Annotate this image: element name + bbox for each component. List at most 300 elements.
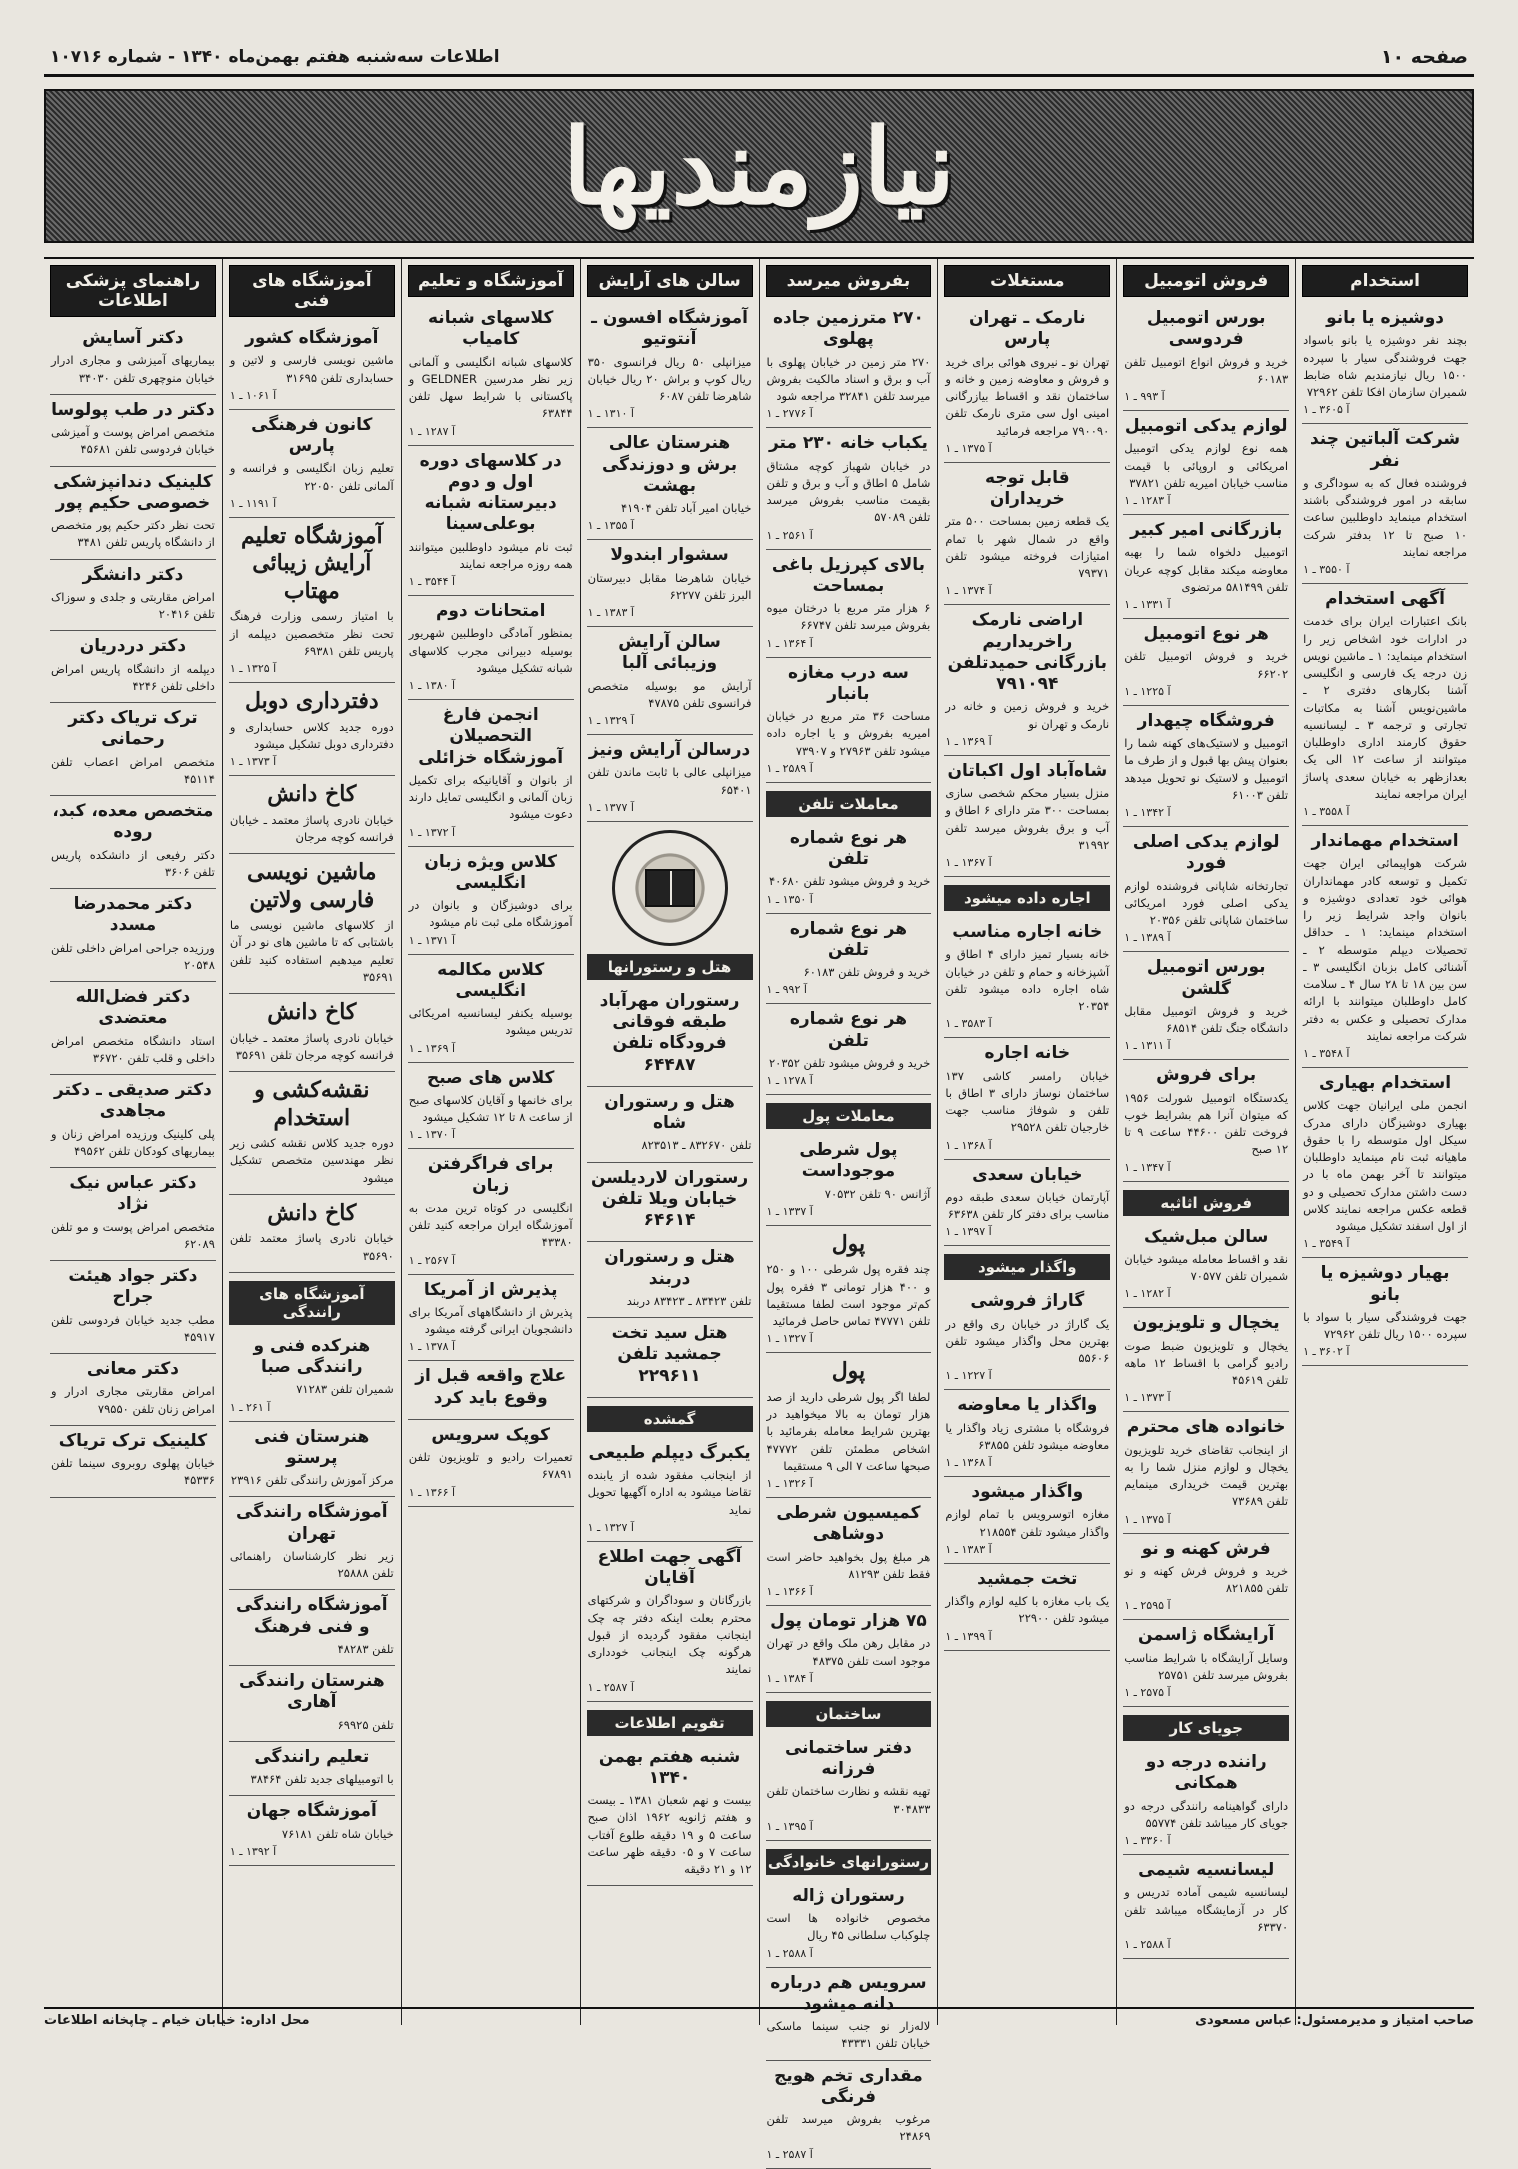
ad-code: آ ۱۳۱۰ ـ ۱ (587, 407, 634, 421)
ad-body: در خیابان شهباز کوچه مشتاق شامل ۵ اطاق و آب و برق و تلفن بقیمت مناسب بفروش میرسد تلفن ۵۷۰۸۹ (766, 458, 931, 525)
ad-code: آ ۹۹۳ ـ ۱ (1124, 390, 1165, 403)
footer-address: محل اداره: خیابان خیام ـ چاپخانه اطلاعات (44, 2013, 310, 2028)
ad-body: ثبت نام میشود داوطلبین میتوانند همه روزه مراجعه نمایند (408, 539, 573, 571)
ad-body: متخصص امراض اعصاب تلفن ۴۵۱۱۴ (51, 754, 215, 786)
classified-ad (1123, 619, 1289, 706)
ad-title: دکتر معانی (86, 1359, 179, 1379)
classified-ad (50, 323, 216, 395)
classified-ad (944, 1286, 1110, 1390)
ad-body: دکتر رفیعی از دانشکده پاریس تلفن ۳۶۰۶ (51, 847, 215, 879)
classified-ad (229, 410, 395, 518)
ad-title: یکباب خانه ۲۳۰ متر (768, 433, 928, 454)
column-header: راهنمای پزشکی اطلاعات (50, 265, 216, 317)
classified-ad (1123, 1412, 1289, 1533)
classified-ad (1302, 1258, 1468, 1366)
ad-title: کلاسهای شبانه کامیاب (428, 308, 554, 350)
classified-ad (50, 1354, 216, 1426)
ad-code: آ ۱۳۸۳ ـ ۱ (945, 1542, 992, 1556)
ad-body: تهیه نقشه و نظارت ساختمان تلفن ۳۰۴۸۳۳ (766, 1784, 931, 1816)
ad-body: خیابان رامسر کاشی ۱۳۷ ساختمان نوساز دارای ۳ اطاق با تلفن و شوفاژ مناسب جهت خارجیان تلفن ۲۹۵۲۸ (945, 1068, 1110, 1135)
ad-title: سشوار ابندولا (610, 545, 729, 566)
ad-title: استخدام بهیاری (1319, 1073, 1452, 1093)
ad-body: خیابان نادری پاساژ معتمد ـ خیابان فرانسه کوچه مرجان تلفن ۳۵۶۹۱ (229, 1030, 394, 1062)
ad-body: بمنظور آمادگی داوطلبین شهریور بوسیله دبیرانی مجرب کلاسهای شبانه تشکیل میشود (408, 626, 573, 675)
ad-title: پول شرطی موجوداست (799, 1140, 898, 1182)
ad-body: مخصوص خانواده ها است چلوکباب سلطانی ۴۵ ریال (766, 1911, 931, 1943)
classified-ad (229, 1742, 395, 1797)
classified-ad (408, 1063, 574, 1150)
footer-publisher: صاحب امتیاز و مدیرمسئول: عباس مسعودی (1195, 2013, 1474, 2028)
ad-body: جهت فروشندگی سیار با سواد با سپرده ۱۵۰۰ ریال تلفن ۷۲۹۶۲ (1303, 1309, 1467, 1341)
classified-ad (229, 1497, 395, 1590)
ad-code: آ ۲۵۸۹ ـ ۱ (766, 761, 813, 775)
classified-ad (1302, 826, 1468, 1068)
ad-body: مرکز آموزش رانندگی تلفن ۲۳۹۱۶ (230, 1473, 394, 1487)
classified-ad (408, 1361, 574, 1420)
ad-title: مقداری تخم هویج فرنگی (774, 2065, 923, 2107)
classified-ad (766, 1353, 932, 1498)
ad-title: برای فروش (1156, 1065, 1257, 1086)
ad-body: تعلیم زبان انگلیسی و فرانسه و آلمانی تلفن ۲۲۰۵۰ (229, 461, 394, 493)
ad-title: امتحانات دوم (435, 601, 546, 621)
classified-ad (229, 323, 395, 410)
classified-ad (50, 703, 216, 796)
ad-title: ۲۷۰ مترزمین جاده پهلوی (772, 308, 924, 350)
ad-code: آ ۱۳۲۷ ـ ۱ (766, 1332, 813, 1346)
ad-title: تعلیم رانندگی (254, 1746, 370, 1767)
ad-body: پذیرش از دانشگاههای آمریکا برای دانشجویان ایرانی گرفته میشود (408, 1304, 573, 1336)
classified-ad (944, 463, 1110, 606)
ad-code: آ ۱۳۷۱ ـ ۱ (408, 933, 456, 947)
ad-body: از کلاسهای ماشین نویسی ما باشتابی که تا ماشین های نو در آن تعلیم میدهیم استفاده کنید تلفن ۳۵۶۹۱ (229, 918, 394, 984)
ad-title: نارمک ـ تهران پارس (968, 308, 1086, 350)
ad-title: لوازم یدکی اصلی فورد (1132, 832, 1280, 874)
ad-body: خیابان نادری پاساژ معتمد ـ خیابان فرانسه کوچه مرجان (229, 812, 394, 844)
ad-title: بورس اتومبیل فردوسی (1146, 308, 1266, 350)
ad-body: امراض مقاربتی و جلدی و سوزاک تلفن ۲۰۴۱۶ (51, 589, 215, 621)
ad-body: مساحت ۳۶ متر مربع در خیابان امیریه بفروش و یا اجاره داده میشود تلفن ۲۷۹۶۳ و ۷۳۹۰۷ (766, 709, 931, 758)
classified-ad (408, 446, 574, 597)
ad-code: آ ۱۳۲۶ ـ ۱ (766, 1477, 813, 1490)
ad-body: آپارتمان خیابان سعدی طبقه دوم مناسب برای دفتر کار تلفن ۶۳۶۳۸ (945, 1189, 1110, 1221)
ad-title: هنرستان رانندگی آهاری (239, 1671, 385, 1713)
ad-body: بانک اعتبارات ایران برای خدمت در ادارات خود اشخاص زیر را استخدام مینماید: ۱ ـ ماشین نویس زن درجه یک فارسی و انگلیسی آشنا بکارهای دفتری ۲ ـ ماشین‌نویس آشنا به مکاتبات تجارتی و ترجمه ۳ ـ لیسانسیه حقوق کارمند اداری داوطلبان میتوانند از ساعت ۱۲ الی یک بعدازظهر به خیابان سعدی پاساژ ایران مراجعه نمایند (1303, 614, 1468, 801)
ad-body: انجمن ملی ایرانیان جهت کلاس بهیاری دوشیزگان دارای مدرک سیکل اول متوسطه را با حقوق ماهیانه ثبت نام مینماید داوطلبان میتوانند تا آخر بهمن ماه با در دست داشتن مدارک تحصیلی و دو قطعه عکس مراجعه نمایند کلاس از اول اسفند تشکیل میشود (1303, 1098, 1467, 1233)
ad-column (580, 259, 759, 2025)
ad-title: دکتر جواد هیئت جراح (68, 1266, 198, 1308)
ad-title: شاه‌آباد اول اکباتان (947, 760, 1108, 781)
classified-ad (229, 1796, 395, 1866)
ad-title: کلاس مکالمه انگلیسی (437, 959, 545, 1001)
ad-title: آموزشگاه جهان (246, 1801, 377, 1822)
ad-title: آموزشگاه کشور (245, 328, 379, 348)
ad-body: برای دوشیزگان و بانوان در آموزشگاه ملی ثبت نام میشود (408, 898, 573, 930)
ad-title: کوپک سرویس (431, 1424, 550, 1445)
section-header: واگذار میشود (944, 1254, 1110, 1280)
page-number: صفحه ۱۰ (1380, 46, 1468, 68)
section-header: اجاره داده میشود (944, 885, 1110, 911)
classified-ad (587, 1163, 753, 1243)
ad-body: یک قطعه زمین بمساحت ۵۰۰ متر واقع در شمال شهر با تمام امتیازات فروخته میشود تلفن ۷۹۳۷۱ (945, 514, 1110, 580)
top-line (44, 40, 1474, 77)
ad-title: دکتر عباس نیک نژاد (69, 1173, 197, 1215)
ad-body: خرید و فروش انواع اتومبیل تلفن ۶۰۱۸۳ (1124, 354, 1289, 386)
ad-body: چند فقره پول شرطی ۱۰۰ و ۲۵۰ و ۴۰۰ هزار تومانی ۳ فقره پول کم‌تر موجود است لطفا مستقیما تلفن ۴۷۷۷۱ تماس حاصل فرمائید (766, 1262, 931, 1328)
ad-body: منزل بسیار محکم شخصی سازی بمساحت ۳۰۰ متر دارای ۶ اطاق و آب و برق بفروش میرسد تلفن ۳۱۹۹۲ (945, 786, 1110, 852)
publisher-emblem (612, 830, 728, 946)
ad-code: آ ۱۳۶۶ ـ ۱ (766, 1585, 813, 1598)
ad-code: آ ۱۲۷۸ ـ ۱ (766, 1074, 813, 1087)
ad-code: آ ۲۵۶۷ ـ ۱ (408, 1253, 456, 1267)
ad-code: آ ۲۵۸۸ ـ ۱ (766, 1946, 813, 1960)
ad-body: شرکت هواپیمائی ایران جهت تکمیل و توسعه کادر مهمانداران هوائی خود تعدادی دوشیزه و بانوان واجد شرایط زیر را استخدام مینماید: ۱ ـ حداقل تحصیلات دیپلم متوسطه ۲ ـ آشنائی کامل بزبان انگلیسی ۳ ـ سن بین ۱۸ تا ۲۸ سال ۴ ـ سلامت کامل داوطلبان میتوانند با ارائه مدارک تحصیلی و عکس به دفتر شرکت مراجعه نمایند (1303, 856, 1467, 1043)
column-header: آموزشگاه های فنی (229, 265, 395, 317)
classified-ad (50, 467, 216, 560)
ad-title: کلینیک دندانپزشکی خصوصی حکیم پور (53, 471, 213, 513)
ad-code: آ ۱۳۲۵ ـ ۱ (229, 662, 277, 675)
classified-ad (50, 796, 216, 889)
ad-body: بوسیله یکنفر لیسانسیه امریکائی تدریس میشود (408, 1006, 573, 1038)
ad-title: کلاس ویژه زبان انگلیسی (424, 851, 558, 893)
ad-title: پذیرش از آمریکا (423, 1279, 558, 1300)
section-header: گمشده (587, 1406, 753, 1432)
classified-ad (229, 776, 395, 854)
ad-body: اتومبیل دلخواه شما را بهبه معاوضه میکند مقابل کوچه عریان تلفن ۵۸۱۴۹۹ مرتضوی (1124, 545, 1289, 594)
ad-code: آ ۱۳۴۲ ـ ۱ (1124, 806, 1171, 819)
ad-body: خیابان نادری پاساژ معتمد تلفن ۳۵۶۹۰ (229, 1231, 394, 1263)
ad-code: آ ۱۳۶۹ ـ ۱ (408, 1041, 456, 1055)
ad-code: آ ۱۳۳۷ ـ ۱ (766, 1204, 813, 1218)
ad-code: آ ۹۹۲ ـ ۱ (766, 983, 807, 997)
ad-body: آرایش مو بوسیله متخصص فرانسوی تلفن ۴۷۸۷۵ (587, 678, 752, 710)
ad-title: تخت جمشید (977, 1568, 1078, 1589)
ad-code: آ ۱۳۴۷ ـ ۱ (1124, 1160, 1171, 1174)
ad-body: ورزیده جراحی امراض داخلی تلفن ۲۰۵۴۸ (51, 940, 215, 972)
classified-ad (766, 914, 932, 1005)
classified-ad (229, 683, 395, 776)
ad-columns (44, 257, 1474, 2161)
ad-title: هتل سید تخت جمشید تلفن ۲۲۹۶۱۱ (611, 1323, 728, 1386)
ad-title: لیسانسیه شیمی (1138, 1860, 1275, 1880)
page-footer (44, 2007, 1474, 2028)
ad-title: خانواده های محترم (1126, 1417, 1286, 1438)
ad-code: آ ۱۳۷۷ ـ ۱ (587, 800, 634, 814)
ad-body: تلفن ۸۳۲۶۷۰ ـ ۸۲۳۵۱۳ (641, 1138, 752, 1153)
ad-body: دیپلمه از دانشگاه پاریس امراض داخلی تلفن ۴۲۴۶ (51, 661, 215, 693)
ad-body: اتومبیل و لاستیک‌های کهنه شما را بعنوان پیش بها قبول و از طرف ما اتومبیل و لاستیک نو تحویل میدهد تلفن ۶۱۰۰۳ (1124, 736, 1289, 802)
ad-code: آ ۱۳۹۷ ـ ۱ (945, 1225, 992, 1239)
ad-body: یخچال و تلویزیون ضبط صوت رادیو گرامی با اقساط ۱۲ ماهه تلفن ۴۵۶۱۹ (1124, 1338, 1289, 1387)
ad-title: اراضی نارمک راخریداریم بازرگانی حمیدتلفن ۷۹۱۰۹۴ (947, 610, 1107, 694)
column-header: سالن های آرایش (587, 265, 753, 297)
classified-ad (408, 303, 574, 446)
classified-ad (587, 627, 753, 735)
classified-ad (1123, 952, 1289, 1060)
classified-ad (1123, 1620, 1289, 1707)
ad-title: متخصص معده، کبد، روده (52, 801, 214, 843)
classified-ad (944, 605, 1110, 756)
classified-ad (229, 994, 395, 1072)
ad-title: دکتر صدیقی ـ دکتر مجاهدی (53, 1080, 212, 1122)
classified-ad (944, 1564, 1110, 1651)
classified-ad (1123, 1060, 1289, 1181)
ad-title: کاخ دانش (267, 1199, 357, 1226)
ad-body: خرید و فروش میشود تلفن ۴۰۶۸۰ (768, 874, 931, 889)
ad-code: آ ۲۵۷۵ ـ ۱ (1124, 1686, 1171, 1699)
ad-column (937, 259, 1116, 2025)
classified-ad (1123, 1855, 1289, 1959)
classified-ad (50, 1261, 216, 1354)
ad-body: با اتومبیلهای جدید تلفن ۳۸۴۶۴ (250, 1772, 394, 1786)
classified-ad (1302, 303, 1468, 424)
ad-title: پول (831, 1230, 866, 1257)
ad-body: وسایل آرایشگاه با شرایط مناسب بفروش میرسد تلفن ۲۵۷۵۱ (1124, 1650, 1289, 1682)
classified-ad (587, 540, 753, 627)
ad-code: آ ۲۵۹۵ ـ ۱ (1124, 1599, 1171, 1613)
classified-ad (766, 428, 932, 549)
classified-ad (587, 1087, 753, 1163)
ad-body: بازرگانان و سوداگران و شرکتهای محترم بعلت اینکه دفتر چه چک اینجانب مفقود گردیده از قبول هرگونه چک اینجانب خودداری نمایند (587, 1593, 752, 1677)
ad-code: آ ۳۶۰۵ ـ ۱ (1303, 403, 1350, 417)
ad-body: متخصص امراض پوست و مو تلفن ۶۲۰۸۹ (51, 1219, 215, 1251)
classified-ad (766, 1733, 932, 1841)
ad-title: دکتر فضل‌الله معتضدی (75, 987, 191, 1029)
ad-code: آ ۱۳۷۸ ـ ۱ (408, 1340, 456, 1354)
classified-ad (1302, 1068, 1468, 1258)
ad-title: کاخ دانش (267, 999, 357, 1025)
ad-title: هنرستان فنی پرستو (254, 1426, 370, 1468)
ad-body: همه نوع لوازم یدکی اتومبیل امریکائی و اروپائی با قیمت مناسب خیابان امیریه تلفن ۳۷۸۲۱ (1124, 441, 1289, 490)
ad-column (222, 259, 401, 2025)
ad-body: تلفن ۸۳۴۲۳ ـ ۸۳۴۲۳ دربند (626, 1293, 752, 1308)
ad-body: لاله‌زار نو جنب سینما ماسکی خیابان تلفن ۴۳۳۳۱ (766, 2019, 931, 2051)
ad-title: شرکت آلباتین چند نفر (1309, 429, 1461, 471)
classified-ad (587, 1318, 753, 1398)
classified-ad (408, 1149, 574, 1274)
ad-title: درسالن آرایش ونیز (588, 740, 751, 760)
classified-ad (766, 1881, 932, 1968)
section-header: آموزشگاه های رانندگی (229, 1281, 395, 1325)
classified-ad (1302, 584, 1468, 826)
ad-code: آ ۱۳۷۵ ـ ۱ (1124, 1512, 1171, 1526)
book-icon (645, 869, 695, 907)
section-header: معاملات تلفن (766, 791, 932, 817)
classified-ad (1123, 827, 1289, 952)
classified-ad (50, 1426, 216, 1498)
ad-body: آژانس ۹۰ تلفن ۷۰۵۳۲ (824, 1186, 931, 1201)
ad-code: آ ۱۳۸۳ ـ ۱ (587, 606, 634, 619)
ad-code: آ ۱۳۶۸ ـ ۱ (945, 1456, 992, 1469)
ad-title: دوشیزه یا بانو (1326, 308, 1445, 328)
ad-code: آ ۲۵۸۸ ـ ۱ (1124, 1938, 1171, 1951)
classified-ad (766, 823, 932, 914)
ad-code: آ ۱۲۸۳ ـ ۱ (1124, 494, 1171, 507)
classified-ad (1123, 515, 1289, 619)
classified-ad (1302, 424, 1468, 584)
ad-title: برای فراگرفتن زبان (427, 1154, 554, 1196)
ad-title: سالن مبل‌شیک (1143, 1226, 1269, 1247)
section-header: جویای کار (1123, 1715, 1289, 1741)
ad-code: آ ۱۳۷۵ ـ ۱ (945, 441, 992, 455)
ad-title: دکتر در طب پولوسا (51, 399, 215, 420)
ad-code: آ ۱۳۵۰ ـ ۱ (766, 892, 813, 906)
ad-title: رستوران مهرآباد طبقه فوقانی فرودگاه تلفن ۶۴۴۸۷ (599, 990, 740, 1075)
classified-ad (229, 1590, 395, 1666)
column-header: آموزشگاه و تعلیم (408, 265, 574, 297)
ad-code: آ ۱۳۹۵ ـ ۱ (766, 1819, 813, 1833)
ad-code: آ ۱۲۸۲ ـ ۱ (1124, 1287, 1171, 1301)
ad-code: آ ۳۵۵۰ ـ ۱ (1303, 563, 1350, 576)
classified-ad (766, 1135, 932, 1226)
ad-title: دکتر دردریان (79, 636, 187, 657)
ad-title: کانون فرهنگی پارس (251, 414, 373, 456)
ad-title: راننده درجه دو همکانی (1145, 1752, 1267, 1794)
ad-title: ترک تریاک دکتر رحمانی (68, 708, 198, 750)
ad-title: ماشین نویسی فارسی ولاتین (247, 859, 377, 913)
ad-title: هر نوع شماره تلفن (789, 1009, 908, 1051)
classified-ad (229, 854, 395, 994)
ad-body: کلاسهای شبانه انگلیسی و آلمانی زیر نظر مدرسین GELDNER و پاکستانی با شرایط سهل تلفن ۶۳۸۴۴ (408, 354, 573, 421)
section-header: ساختمان (766, 1701, 932, 1727)
ad-title: آگهی استخدام (1325, 589, 1446, 609)
classified-ad (50, 1075, 216, 1168)
ad-title: خیابان سعدی (972, 1164, 1083, 1185)
ad-code: آ ۱۳۸۹ ـ ۱ (1124, 931, 1171, 945)
classified-ad (587, 428, 753, 540)
classified-ad (587, 1242, 753, 1318)
classified-ad (766, 1226, 932, 1354)
ad-code: آ ۳۶۰۲ ـ ۱ (1303, 1345, 1350, 1359)
ad-body: خیابان پهلوی روبروی سینما تلفن ۴۵۳۳۶ (51, 1456, 215, 1488)
issue-line: اطلاعات سه‌شنبه هفتم بهمن‌ماه ۱۳۴۰ - شماره ۱۰۷۱۶ (50, 47, 500, 67)
ad-title: آرایشگاه ژاسمن (1138, 1625, 1275, 1646)
classified-ad (944, 1038, 1110, 1159)
ad-column (1116, 259, 1295, 2025)
ad-body: دوره جدید کلاس نقشه کشی زیر نظر مهندسین متخصص تشکیل میشود (229, 1136, 394, 1185)
ad-body: ۲۷۰ متر زمین در خیابان پهلوی با آب و برق و اسناد مالکیت بفروش میرسد تلفن ۳۲۸۴۱ مراجعه شود (766, 354, 931, 403)
ad-title: هر نوع اتومبیل (1143, 624, 1269, 644)
classified-ad (766, 1004, 932, 1095)
column-header: فروش اتومبیل (1123, 265, 1289, 297)
ad-body: یکدستگاه اتومبیل شورلت ۱۹۵۶ که میتوان آنرا هم بشرایط خوب فروخت تلفن ۴۴۶۰۰ ساعت ۹ تا ۱۲ صبح (1124, 1090, 1289, 1157)
ad-title: آموزشگاه رانندگی تهران (236, 1502, 388, 1544)
column-header: بفروش میرسد (766, 265, 932, 297)
classified-ad (50, 631, 216, 703)
ad-title: بهیار دوشیزه یا بانو (1320, 1263, 1450, 1305)
classified-ad (50, 982, 216, 1075)
ad-title: یکبرگ دیپلم طبیعی (588, 1442, 751, 1463)
ad-code: آ ۱۲۲۵ ـ ۱ (1124, 684, 1171, 698)
ad-body: از اینجانب تقاضای خرید تلویزیون یخچال و لوازم منزل شما را به بهترین قیمت خریداری مینمایم تلفن ۷۳۶۸۹ (1124, 1442, 1289, 1509)
ad-body: خرید و فروش فرش کهنه و نو تلفن ۸۲۱۸۵۵ (1124, 1563, 1289, 1595)
ad-body: برای خانمها و آقایان کلاسهای صبح از ساعت ۸ تا ۱۲ تشکیل میشود (408, 1092, 573, 1124)
ad-title: در کلاسهای دوره اول و دوم دبیرستانه شبانه بوعلی‌سینا (419, 450, 562, 535)
ad-body: یک باب مغازه با کلیه لوازم واگذار میشود تلفن ۲۲۹۰۰ (945, 1594, 1110, 1626)
ad-body: خیابان شاهرضا مقابل دبیرستان البرز تلفن ۶۲۲۷۷ (587, 570, 752, 602)
ad-code: آ ۲۵۶۱ ـ ۱ (766, 528, 813, 542)
ad-body: خرید و فروش تلفن ۶۰۱۸۳ (803, 965, 931, 979)
ad-body: یک گاراژ در خیابان ری واقع در بهترین محل واگذار میشود تلفن ۵۵۶۰۶ (945, 1316, 1110, 1365)
ad-body: خرید و فروش اتومبیل مقابل دانشگاه جنگ تلفن ۶۸۵۱۴ (1124, 1003, 1289, 1035)
ad-body: دوره جدید کلاس حسابداری و دفترداری دوبل تشکیل میشود (229, 719, 394, 751)
ad-body: از اینجانب مفقود شده از یابنده تقاضا میشود به اداره آگهیها تحویل نماید (587, 1468, 752, 1517)
ad-body: مغازه اتوسرویس با تمام لوازم واگذار میشود تلفن ۲۱۸۵۵۴ (945, 1507, 1110, 1539)
classified-ad (408, 955, 574, 1063)
ad-code: آ ۱۱۹۱ ـ ۱ (229, 496, 277, 510)
section-header: فروش اثاثیه (1123, 1190, 1289, 1216)
ad-body: فروشنده فعال که به سوداگری و سابقه در امور فروشندگی باشند استخدام مینماید داوطلبین ساعت ۱۰ صبح تا ۱۲ بدفتر شرکت مراجعه نمایند (1303, 475, 1467, 559)
ad-title: پول (831, 1358, 866, 1385)
ad-body: ۶ هزار متر مربع با درختان میوه بفروش میرسد تلفن ۶۶۷۴۷ (766, 601, 931, 633)
ad-code: آ ۳۵۴۸ ـ ۱ (1303, 1047, 1350, 1060)
classified-ad (1123, 1747, 1289, 1855)
ad-code: آ ۱۳۶۸ ـ ۱ (945, 1138, 992, 1152)
ad-code: آ ۱۰۶۱ ـ ۱ (229, 388, 277, 402)
ad-body: ماشین نویسی فارسی و لاتین و حسابداری تلفن ۳۱۶۹۵ (229, 353, 394, 385)
ad-column (401, 259, 580, 2025)
ad-title: رستوران ژاله (792, 1885, 905, 1906)
ad-title: انجمن فارغ التحصیلان آموزشگاه خزائلی (418, 705, 564, 768)
ad-title: کاخ دانش (267, 781, 357, 807)
ad-title: استخدام مهماندار (1311, 831, 1459, 851)
ad-title: دفتر ساختمانی فرزانه (784, 1737, 912, 1779)
ad-title: قابل توجه خریداران (985, 467, 1070, 509)
ad-title: سرویس هم درباره دانه میشود (770, 1972, 927, 2014)
ad-code: آ ۱۳۱۱ ـ ۱ (1124, 1039, 1171, 1053)
classified-ad (229, 1666, 395, 1742)
classified-ad (766, 1606, 932, 1693)
ad-title: علاج واقعه قبل از وقوع باید کرد (415, 1366, 567, 1408)
classified-ad (766, 550, 932, 658)
ad-body: خرید و فروش اتومبیل تلفن ۶۶۲۰۲ (1124, 649, 1289, 681)
classified-ad (766, 1498, 932, 1606)
ad-body: بیست و نهم شعبان ۱۳۸۱ ـ بیست و هفتم ژانویه ۱۹۶۲ اذان صبح ساعت ۵ و ۱۹ دقیقه طلوع آفتاب ساعت ۷ و ۰۵ دقیقه ظهر ساعت ۱۲ و ۲۱ دقیقه (587, 1793, 752, 1876)
ad-code: آ ۳۵۵۸ ـ ۱ (1303, 805, 1350, 818)
ad-title: هتل و رستوران دربند (604, 1247, 735, 1289)
ad-title: نقشه‌کشی و استخدام (254, 1077, 370, 1131)
ad-body: خیابان شاه تلفن ۷۶۱۸۱ (281, 1826, 394, 1841)
ad-code: آ ۱۳۳۱ ـ ۱ (1124, 598, 1171, 611)
classified-ad (408, 1420, 574, 1507)
ad-title: هتل و رستوران شاه (604, 1091, 735, 1133)
ad-body: تهران نو ـ نیروی هوائی برای خرید و فروش و معاوضه زمین و خانه و ساختمان نقد و اقساط بیازرگانی امینی اول سی متری نارمک تلفن ۷۹۰۰۹۰ مراجعه فرمائید (945, 354, 1110, 438)
classified-ad (587, 1438, 753, 1542)
ad-body: خرید و فروش زمین و خانه در نارمک و تهران نو (945, 699, 1110, 731)
ad-body: تعمیرات رادیو و تلویزیون تلفن ۶۷۸۹۱ (408, 1450, 573, 1482)
classified-ad (408, 1275, 574, 1362)
ad-column (1295, 259, 1474, 2025)
ad-code: آ ۲۵۸۷ ـ ۱ (766, 2147, 813, 2161)
classified-ad (587, 1542, 753, 1702)
ad-code: آ ۱۳۷۳ ـ ۱ (1124, 1391, 1171, 1405)
ad-title: کمیسیون شرطی دوشاهی (776, 1503, 921, 1545)
classified-ad (587, 303, 753, 428)
ad-title: بالای کپرزیل باغی بمساحت (771, 554, 926, 596)
ad-title: سالن آرایش وزیبائی آلبا (618, 632, 721, 674)
classified-ad (944, 917, 1110, 1038)
classified-ad (50, 395, 216, 467)
ad-title: واگذار یا معاوضه (957, 1395, 1098, 1416)
masthead-banner (44, 89, 1474, 243)
ad-body: بچند نفر دوشیزه یا بانو باسواد جهت فروشندگی سیار با سپرده ۱۵۰۰ ریال نیازمندیم شاه ضابط شمیران سازمان افکا تلفن ۷۲۹۶۲ (1303, 333, 1467, 399)
ad-code: آ ۲۷۷۶ ـ ۱ (766, 407, 813, 421)
ad-title: بورس اتومبیل گلشن (1146, 957, 1266, 999)
ad-title: خانه اجاره (984, 1043, 1071, 1064)
ad-title: دفترداری دوبل (244, 688, 379, 714)
ad-title: آموزشگاه رانندگی و فنی فرهنگ (236, 1595, 388, 1637)
ad-body: استاد دانشگاه متخصص امراض داخلی و قلب تلفن ۳۶۷۲۰ (51, 1033, 215, 1065)
ad-code: آ ۱۳۹۲ ـ ۱ (229, 1844, 277, 1858)
